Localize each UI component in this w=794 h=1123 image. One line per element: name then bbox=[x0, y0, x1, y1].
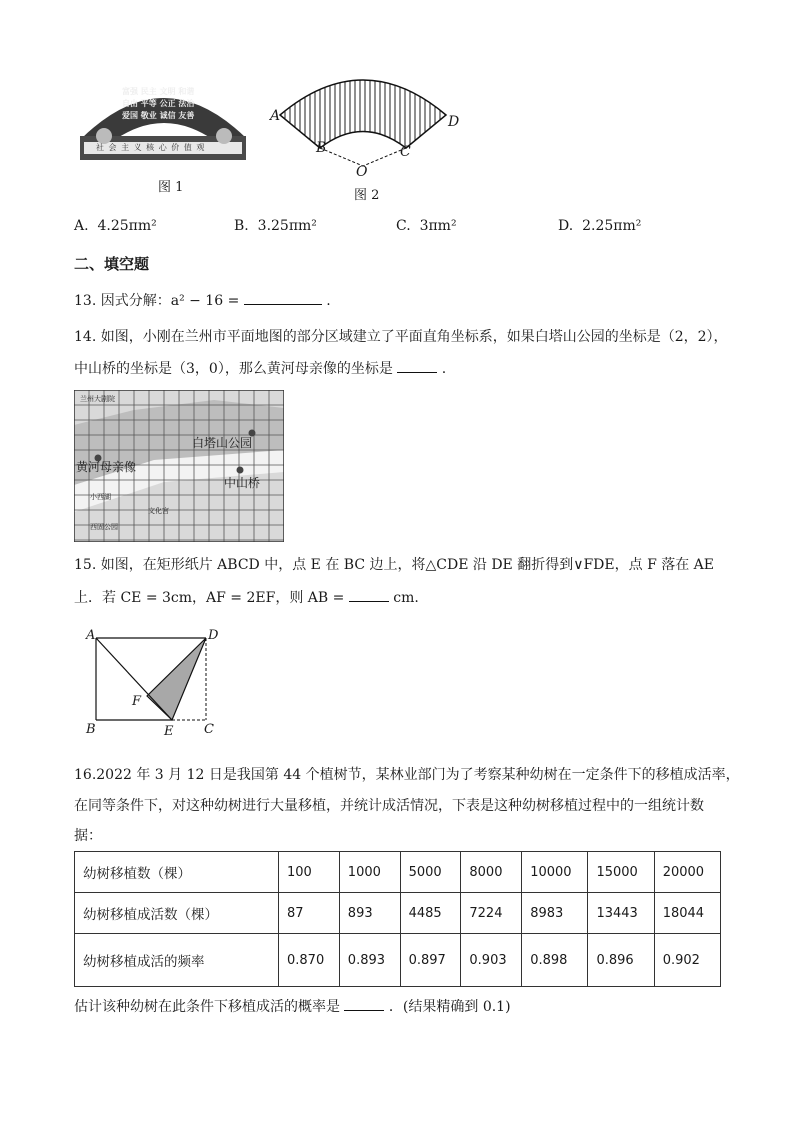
option-b[interactable] bbox=[234, 218, 317, 234]
table-cell: 15000 bbox=[588, 852, 654, 893]
q14-number: 14. bbox=[74, 329, 97, 345]
fold-label-D: D bbox=[208, 628, 219, 643]
q15-figure bbox=[84, 628, 224, 740]
table-row bbox=[75, 852, 721, 893]
q14-text-1: 如图，小刚在兰州市平面地图的部分区域建立了平面直角坐标系，如果白塔山公园的坐标是（2，2）， bbox=[100, 329, 728, 345]
rectangle-fold-diagram bbox=[84, 628, 224, 740]
table-cell: 4485 bbox=[400, 893, 461, 934]
q14-text-2: 中山桥的坐标是（3，0），那么黄河母亲像的坐标是 bbox=[74, 361, 393, 377]
sector-diagram bbox=[268, 70, 468, 180]
q13-text: 因式分解：a² − 16 = bbox=[100, 293, 240, 309]
row-header: 幼树移植成活数（棵） bbox=[75, 893, 279, 934]
q13-number: 13. bbox=[74, 293, 97, 309]
label-A: A bbox=[270, 108, 281, 124]
q16-footer-note: ．(结果精确到 0.1) bbox=[388, 999, 511, 1015]
q16-text-1: 2022 年 3 月 12 日是我国第 44 个植树节，某林业部门为了考察某种幼树在一定条件下的移植成活率， bbox=[96, 767, 740, 783]
table-cell: 0.896 bbox=[588, 934, 654, 987]
option-a[interactable] bbox=[74, 218, 157, 234]
fig1-caption: 图 1 bbox=[158, 180, 184, 195]
q16-line-2: 在同等条件下，对这种幼树进行大量移植，并统计成活情况，下表是这种幼树移植过程中的一组统计数 bbox=[74, 798, 704, 814]
fig2-caption: 图 2 bbox=[354, 188, 380, 203]
label-O: O bbox=[356, 164, 368, 180]
q14-line-1 bbox=[74, 327, 728, 347]
figure-2 bbox=[268, 70, 468, 205]
q16-footer-text: 估计该种幼树在此条件下移植成活的概率是 bbox=[74, 999, 340, 1015]
label-B: B bbox=[316, 140, 327, 156]
q15-text-1: 如图，在矩形纸片 ABCD 中，点 E 在 BC 边上，将△CDE 沿 DE 翻折得到∨FDE，点 F 落在 AE bbox=[100, 557, 715, 573]
section-title: 二、填空题 bbox=[74, 255, 150, 273]
fold-label-F: F bbox=[132, 694, 142, 709]
q16-footer bbox=[74, 996, 511, 1017]
table-cell: 0.897 bbox=[400, 934, 461, 987]
row-header: 幼树移植数（棵） bbox=[75, 852, 279, 893]
q13-end: . bbox=[326, 293, 331, 309]
table-cell: 0.870 bbox=[279, 934, 340, 987]
table-cell: 100 bbox=[279, 852, 340, 893]
table-cell: 18044 bbox=[654, 893, 720, 934]
q14-answer-blank[interactable] bbox=[397, 358, 437, 373]
fold-label-B: B bbox=[86, 722, 96, 737]
table-row bbox=[75, 934, 721, 987]
table-cell: 893 bbox=[339, 893, 400, 934]
q15-number: 15. bbox=[74, 557, 97, 573]
q15-text-2: 上．若 CE = 3cm，AF = 2EF，则 AB = bbox=[74, 590, 345, 606]
table-cell: 13443 bbox=[588, 893, 654, 934]
map-label-statue: 黄河母亲像 bbox=[76, 460, 137, 474]
table-cell: 5000 bbox=[400, 852, 461, 893]
table-cell: 87 bbox=[279, 893, 340, 934]
map-label-small: 小西湖 bbox=[90, 493, 111, 501]
row-header: 幼树移植成活的频率 bbox=[75, 934, 279, 987]
table-cell: 7224 bbox=[461, 893, 522, 934]
fold-label-A: A bbox=[86, 628, 96, 643]
option-d-value: 2.25πm² bbox=[582, 218, 642, 234]
table-cell: 0.893 bbox=[339, 934, 400, 987]
fan-line-3: 爱国 敬业 诚信 友善 bbox=[122, 111, 195, 120]
fan-line-1: 富强 民主 文明 和谐 bbox=[122, 87, 195, 96]
map-label-west: 西固公园 bbox=[90, 523, 118, 531]
option-d[interactable] bbox=[558, 218, 641, 234]
fan-line-2: 自由 平等 公正 法治 bbox=[122, 99, 195, 108]
option-d-letter: D. bbox=[558, 218, 574, 234]
option-a-value: 4.25πm² bbox=[97, 218, 157, 234]
q14-map bbox=[74, 390, 284, 542]
table-cell: 10000 bbox=[522, 852, 588, 893]
fold-label-C: C bbox=[204, 722, 214, 737]
table-cell: 8000 bbox=[461, 852, 522, 893]
figure-1 bbox=[74, 78, 254, 198]
table-cell: 8983 bbox=[522, 893, 588, 934]
table-cell: 20000 bbox=[654, 852, 720, 893]
table-cell: 0.902 bbox=[654, 934, 720, 987]
q15-answer-blank[interactable] bbox=[349, 587, 389, 602]
q14-line-2 bbox=[74, 358, 446, 379]
option-c[interactable] bbox=[396, 218, 457, 234]
option-b-letter: B. bbox=[234, 218, 249, 234]
label-D: D bbox=[448, 114, 460, 130]
q16-number: 16. bbox=[74, 767, 97, 783]
q16-line-1 bbox=[74, 765, 740, 785]
option-c-letter: C. bbox=[396, 218, 411, 234]
plaque-text: 社 会 主 义 核 心 价 值 观 bbox=[96, 143, 206, 152]
q15-line-1 bbox=[74, 555, 714, 575]
option-c-value: 3πm² bbox=[419, 218, 457, 234]
question-13 bbox=[74, 290, 331, 311]
q13-answer-blank[interactable] bbox=[244, 290, 322, 305]
q16-line-3: 据： bbox=[74, 828, 102, 844]
q14-end: . bbox=[441, 361, 447, 377]
table-row bbox=[75, 893, 721, 934]
label-C: C bbox=[400, 144, 411, 160]
option-a-letter: A. bbox=[74, 218, 89, 234]
q16-stats-table bbox=[74, 851, 721, 987]
table-cell: 0.898 bbox=[522, 934, 588, 987]
fold-label-E: E bbox=[164, 724, 174, 739]
table-cell: 1000 bbox=[339, 852, 400, 893]
map-label-corner: 兰州大剧院 bbox=[80, 395, 115, 403]
q16-answer-blank[interactable] bbox=[344, 996, 384, 1011]
option-b-value: 3.25πm² bbox=[257, 218, 317, 234]
map-label-park: 白塔山公园 bbox=[192, 436, 253, 450]
map-label-bridge: 中山桥 bbox=[224, 476, 261, 490]
q15-unit: cm. bbox=[393, 590, 419, 606]
q15-line-2 bbox=[74, 587, 419, 608]
table-cell: 0.903 bbox=[461, 934, 522, 987]
map-label-culture: 文化宫 bbox=[148, 507, 169, 515]
